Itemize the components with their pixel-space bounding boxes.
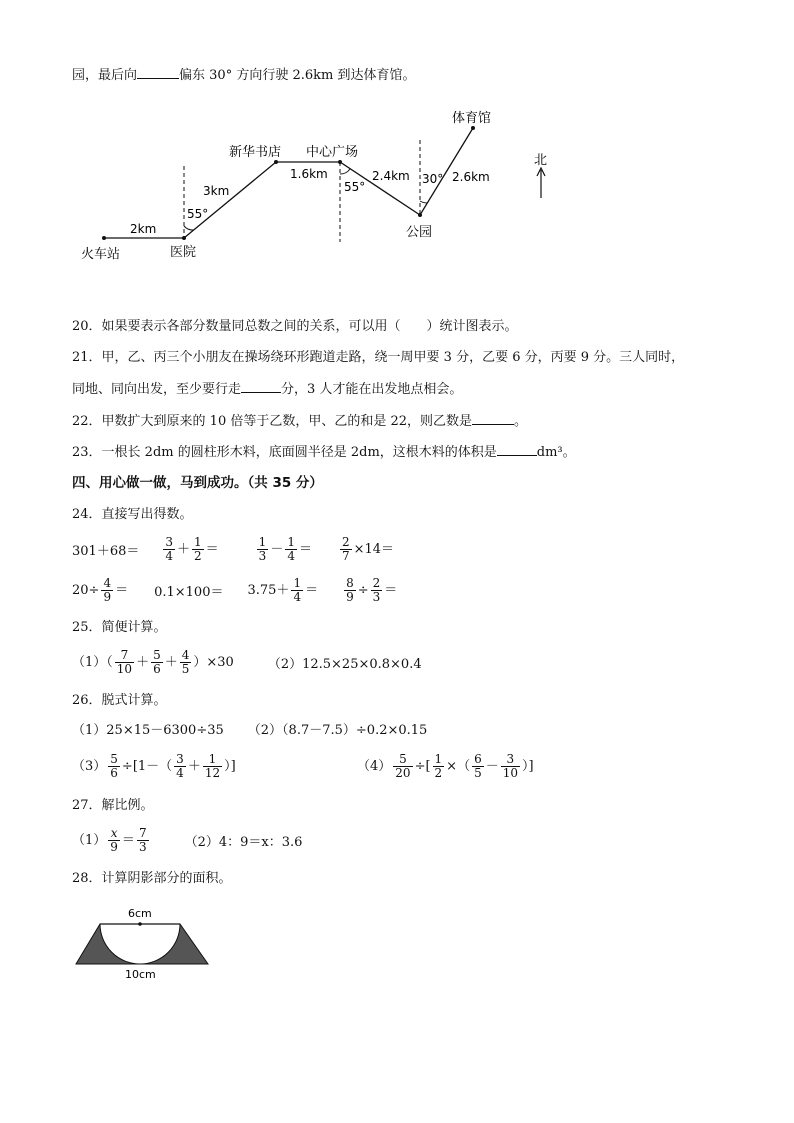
q24-item: 0.1×100＝ xyxy=(154,584,224,600)
distance-3: 1.6km xyxy=(290,167,328,181)
point-stadium xyxy=(471,126,475,130)
q26-row-1 xyxy=(72,722,427,740)
top-line-suffix: 偏东 30° 方向行驶 2.6km 到达体育馆。 xyxy=(179,68,416,83)
question-23 xyxy=(72,443,576,462)
question-25-title: 25．简便计算。 xyxy=(72,620,167,635)
q27-part-1: （1） $\frac{x}{9}$ ＝ $\frac{7}{3}$ xyxy=(72,825,147,854)
angle-arc-3 xyxy=(420,201,427,203)
label-park: 公园 xyxy=(406,225,433,240)
question-27-title: 27．解比例。 xyxy=(72,798,154,813)
q27-part-2: （2）4：9＝x：3.6 xyxy=(184,834,303,850)
q25-part-2: （2）12.5×25×0.8×0.4 xyxy=(267,656,422,672)
q22-prefix: 22．甲数扩大到原来的 10 倍等于乙数，甲、乙的和是 22，则乙数是 xyxy=(72,414,473,429)
question-21-line2 xyxy=(72,380,462,399)
angle-arc-2 xyxy=(340,169,350,174)
question-24-title: 24．直接写出得数。 xyxy=(72,507,193,522)
angle-label-1: 55° xyxy=(187,207,209,221)
q24-item: 301＋68＝ xyxy=(72,543,140,559)
q24-item: $\frac{1}{3}$ － $\frac{1}{4}$ ＝ xyxy=(258,534,312,563)
q26-part-3: （3） $\frac{5}{6}$ ÷[1－（ $\frac{3}{4}$ ＋ $\frac{1}{12}$ ）] xyxy=(72,751,236,780)
q24-item: $\frac{8}{9}$ ÷ $\frac{2}{3}$ ＝ xyxy=(346,575,398,604)
q27-row xyxy=(72,818,302,862)
angle-label-3: 30° xyxy=(422,172,444,186)
top-length-label: 6cm xyxy=(128,907,152,920)
point-train-station xyxy=(102,236,106,240)
q26-part-4: （4） $\frac{5}{20}$ ÷[ $\frac{1}{2}$ ×（ $\frac{6}{5}$ － $\frac{3}{10}$ ）] xyxy=(357,751,534,780)
q24-item: $\frac{2}{7}$ ×14＝ xyxy=(341,534,395,563)
bottom-length-label: 10cm xyxy=(125,968,156,981)
question-22 xyxy=(72,412,527,431)
route-line xyxy=(104,128,473,238)
distance-4: 2.4km xyxy=(372,169,410,183)
route-map-diagram xyxy=(0,100,794,270)
distance-1: 2km xyxy=(130,222,157,236)
q24-row-1 xyxy=(72,527,394,571)
q23-prefix: 23．一根长 2dm 的圆柱形木料，底面圆半径是 2dm，这根木料的体积是 xyxy=(72,445,497,460)
q22-suffix: 。 xyxy=(514,414,528,429)
angle-arc-1 xyxy=(184,226,194,230)
q23-unit: dm³。 xyxy=(536,445,576,460)
label-stadium: 体育馆 xyxy=(452,111,492,126)
answer-blank[interactable] xyxy=(472,412,514,425)
q25-part-1: （1）（ $\frac{7}{10}$ ＋ $\frac{5}{6}$ ＋ $\frac{4}{5}$ ）×30 xyxy=(72,647,234,676)
q26-part-2: （2）（8.7－7.5）÷0.2×0.15 xyxy=(247,723,428,738)
question-21-line1: 21．甲，乙、丙三个小朋友在操场绕环形跑道走路，绕一周甲要 3 分，乙要 6 分，丙要 9 分。三人同时， xyxy=(72,350,685,365)
label-north: 北 xyxy=(534,153,548,168)
label-train-station: 火车站 xyxy=(81,247,121,262)
shaded-trapezoid-figure xyxy=(70,900,215,985)
q24-item: 20÷ $\frac{4}{9}$ ＝ xyxy=(72,575,129,604)
section-4-title: 四、用心做一做，马到成功。（共 35 分） xyxy=(72,475,323,491)
question-28-title: 28．计算阴影部分的面积。 xyxy=(72,871,232,886)
question-20: 20．如果要表示各部分数量同总数之间的关系，可以用（ ）统计图表示。 xyxy=(72,319,518,334)
point-square xyxy=(338,160,342,164)
q21-prefix: 同地、同向出发，至少要行走 xyxy=(72,382,242,397)
angle-label-2: 55° xyxy=(344,180,366,194)
top-line xyxy=(72,66,415,85)
distance-2: 3km xyxy=(203,184,230,198)
label-square: 中心广场 xyxy=(306,145,359,160)
q25-row xyxy=(72,640,422,684)
label-bookstore: 新华书店 xyxy=(229,145,282,160)
q24-row-2 xyxy=(72,568,397,612)
q26-part-1: （1）25×15－6300÷35 xyxy=(72,723,224,738)
q21-suffix: 分，3 人才能在出发地点相会。 xyxy=(281,382,463,397)
point-bookstore xyxy=(274,160,278,164)
q24-item: 3.75＋ $\frac{1}{4}$ ＝ xyxy=(247,575,319,604)
answer-blank[interactable] xyxy=(497,443,537,456)
q26-row-2 xyxy=(72,744,534,788)
question-26-title: 26．脱式计算。 xyxy=(72,693,167,708)
top-midpoint xyxy=(138,922,142,926)
distance-5: 2.6km xyxy=(452,170,490,184)
label-hospital: 医院 xyxy=(170,245,197,260)
answer-blank[interactable] xyxy=(137,66,179,79)
point-hospital xyxy=(182,236,186,240)
point-park xyxy=(418,213,422,217)
answer-blank[interactable] xyxy=(241,380,281,393)
q24-item: $\frac{3}{4}$ ＋ $\frac{1}{2}$ ＝ xyxy=(165,534,219,563)
top-line-prefix: 园，最后向 xyxy=(72,68,138,83)
